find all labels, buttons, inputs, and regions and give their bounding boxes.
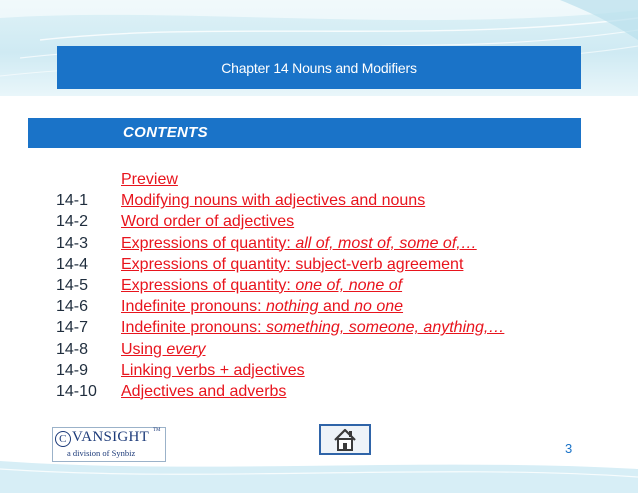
toc-item-link[interactable] (121, 254, 463, 275)
toc-item-link[interactable] (121, 360, 305, 381)
toc-item-number: 14-2 (56, 213, 89, 231)
toc-item-link-text: Linking verbs + adjectives (121, 361, 305, 379)
toc-item-link-text: Using (121, 340, 167, 358)
toc-item-number: 14-8 (56, 340, 89, 358)
toc-item (56, 360, 596, 381)
toc-item (56, 381, 596, 402)
toc-item-link-text: Expressions of quantity: subject-verb agreement (121, 255, 464, 273)
toc-item (56, 233, 596, 254)
toc-item-link-text: Preview (121, 171, 178, 188)
toc-item-link-text: Adjectives and adverbs (121, 382, 287, 400)
toc-item-link[interactable] (121, 296, 403, 317)
toc-item-link[interactable] (121, 317, 504, 338)
toc-item-link[interactable] (121, 190, 425, 211)
logo-tagline: a division of Synbiz (67, 448, 136, 458)
toc-item-link-text: no one (354, 298, 404, 316)
slide-title: Chapter 14 Nouns and Modifiers (221, 59, 417, 76)
toc-item-number: 14-10 (56, 382, 97, 400)
toc-item-link-text: Expressions of quantity: (121, 234, 296, 252)
vansight-logo (52, 427, 166, 462)
toc-item (56, 317, 596, 338)
contents-heading: CONTENTS (123, 124, 208, 141)
contents-bar (28, 118, 581, 148)
toc-item (56, 190, 596, 211)
toc-item-link[interactable] (121, 381, 286, 402)
toc-item-link-text: one of, none of (295, 276, 403, 294)
toc-item-link-text: Word order of adjectives (121, 213, 295, 231)
toc-item-link-text: and (318, 298, 355, 316)
toc-item-link-text: Indefinite pronouns: (121, 319, 266, 337)
copyright-icon: C (55, 431, 71, 447)
toc-item-number: 14-7 (56, 319, 89, 337)
toc-item-link[interactable] (121, 275, 402, 296)
logo-wordmark (55, 429, 149, 447)
toc-item-number: 14-6 (56, 298, 89, 316)
toc-item-link[interactable] (121, 233, 477, 254)
toc-item (56, 169, 596, 190)
logo-name: VANSIGHT (72, 429, 150, 445)
toc-item-link[interactable] (121, 339, 205, 360)
home-button[interactable] (319, 424, 371, 455)
toc-item-number: 14-1 (56, 192, 89, 210)
table-of-contents (56, 169, 596, 402)
logo-trademark: TM (153, 428, 161, 433)
page-number: 3 (565, 441, 573, 456)
toc-item-number: 14-9 (56, 361, 89, 379)
toc-item (56, 275, 596, 296)
toc-item (56, 296, 596, 317)
toc-item (56, 339, 596, 360)
home-icon (334, 428, 356, 452)
toc-item-link[interactable] (121, 169, 178, 190)
toc-item-link-text: nothing (266, 298, 319, 316)
toc-item-link-text: every (166, 340, 206, 358)
toc-item-number: 14-4 (56, 255, 89, 273)
toc-item (56, 211, 596, 232)
toc-item-number: 14-5 (56, 276, 89, 294)
toc-item-link-text: all of, most of, some of,… (295, 234, 477, 252)
toc-item (56, 254, 596, 275)
toc-item-link-text: Indefinite pronouns: (121, 298, 266, 316)
toc-item-number: 14-3 (56, 234, 89, 252)
toc-item-link-text: Modifying nouns with adjectives and nouns (121, 192, 426, 210)
toc-item-link-text: something, someone, anything,… (266, 319, 505, 337)
toc-item-link-text: Expressions of quantity: (121, 276, 296, 294)
title-bar (57, 46, 581, 89)
toc-item-link[interactable] (121, 211, 294, 232)
